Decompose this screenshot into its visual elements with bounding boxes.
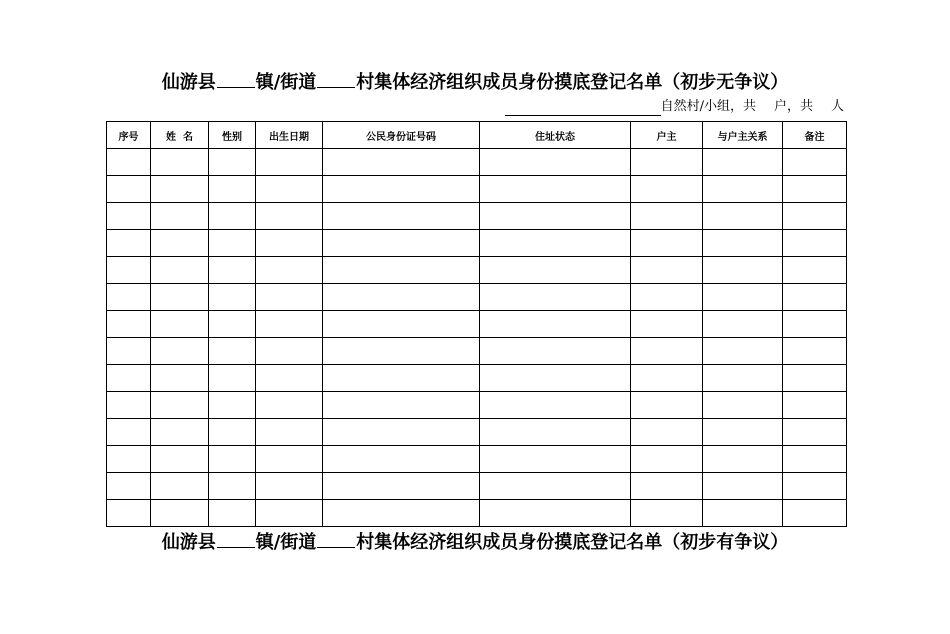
title-rest: 村集体经济组织成员身份摸底登记名单（初步有争议） (356, 532, 789, 553)
header-serial-number: 序号 (107, 122, 151, 149)
serial-cell[interactable] (107, 284, 151, 311)
summary-text-households: 户，共 (773, 99, 813, 114)
remarks-cell[interactable] (783, 230, 847, 257)
village-blank[interactable] (317, 530, 355, 548)
table-row (107, 176, 847, 203)
town-blank[interactable] (217, 70, 255, 88)
relation-cell[interactable] (703, 338, 783, 365)
remarks-cell[interactable] (783, 500, 847, 527)
id-number-cell[interactable] (323, 257, 480, 284)
household-head-cell[interactable] (631, 419, 703, 446)
birth-date-cell[interactable] (256, 365, 323, 392)
table-row (107, 365, 847, 392)
address-status-cell[interactable] (480, 284, 631, 311)
gender-cell[interactable] (209, 257, 256, 284)
town-blank[interactable] (217, 530, 255, 548)
birth-date-cell[interactable] (256, 392, 323, 419)
header-household-head: 户主 (631, 122, 703, 149)
table-row (107, 500, 847, 527)
household-head-cell[interactable] (631, 365, 703, 392)
table-row (107, 392, 847, 419)
serial-cell[interactable] (107, 311, 151, 338)
birth-date-cell[interactable] (256, 311, 323, 338)
birth-date-cell[interactable] (256, 500, 323, 527)
table-row (107, 338, 847, 365)
remarks-cell[interactable] (783, 149, 847, 176)
remarks-cell[interactable] (783, 203, 847, 230)
relation-cell[interactable] (703, 257, 783, 284)
name-cell[interactable] (151, 365, 209, 392)
serial-cell[interactable] (107, 203, 151, 230)
serial-cell[interactable] (107, 392, 151, 419)
id-number-cell[interactable] (323, 311, 480, 338)
birth-date-cell[interactable] (256, 257, 323, 284)
remarks-cell[interactable] (783, 365, 847, 392)
gender-cell[interactable] (209, 446, 256, 473)
address-status-cell[interactable] (480, 392, 631, 419)
name-cell[interactable] (151, 473, 209, 500)
birth-date-cell[interactable] (256, 203, 323, 230)
header-gender: 性别 (209, 122, 256, 149)
id-number-cell[interactable] (323, 392, 480, 419)
birth-date-cell[interactable] (256, 446, 323, 473)
address-status-cell[interactable] (480, 338, 631, 365)
remarks-cell[interactable] (783, 176, 847, 203)
household-head-cell[interactable] (631, 257, 703, 284)
table-row (107, 446, 847, 473)
relation-cell[interactable] (703, 230, 783, 257)
address-status-cell[interactable] (480, 311, 631, 338)
id-number-cell[interactable] (323, 149, 480, 176)
name-cell[interactable] (151, 338, 209, 365)
name-cell[interactable] (151, 230, 209, 257)
household-head-cell[interactable] (631, 500, 703, 527)
household-head-cell[interactable] (631, 473, 703, 500)
name-cell[interactable] (151, 257, 209, 284)
remarks-cell[interactable] (783, 257, 847, 284)
table-row (107, 149, 847, 176)
relation-cell[interactable] (703, 284, 783, 311)
title-county: 仙游县 (161, 532, 216, 553)
header-relation-to-head: 与户主关系 (703, 122, 783, 149)
table-row (107, 473, 847, 500)
relation-cell[interactable] (703, 365, 783, 392)
name-cell[interactable] (151, 149, 209, 176)
birth-date-cell[interactable] (256, 473, 323, 500)
table-row (107, 311, 847, 338)
header-id-number: 公民身份证号码 (323, 122, 480, 149)
member-register-table (106, 121, 847, 527)
relation-cell[interactable] (703, 473, 783, 500)
address-status-cell[interactable] (480, 203, 631, 230)
table-header-row (107, 122, 847, 149)
relation-cell[interactable] (703, 311, 783, 338)
birth-date-cell[interactable] (256, 284, 323, 311)
household-head-cell[interactable] (631, 176, 703, 203)
relation-cell[interactable] (703, 392, 783, 419)
household-head-cell[interactable] (631, 338, 703, 365)
id-number-cell[interactable] (323, 203, 480, 230)
household-head-cell[interactable] (631, 446, 703, 473)
household-head-cell[interactable] (631, 392, 703, 419)
remarks-cell[interactable] (783, 284, 847, 311)
id-number-cell[interactable] (323, 500, 480, 527)
relation-cell[interactable] (703, 176, 783, 203)
document-title-disputed (0, 530, 950, 555)
household-head-cell[interactable] (631, 149, 703, 176)
summary-text-village: 自然村/小组，共 (660, 99, 756, 114)
address-status-cell[interactable] (480, 230, 631, 257)
name-cell[interactable] (151, 392, 209, 419)
serial-cell[interactable] (107, 230, 151, 257)
serial-cell[interactable] (107, 149, 151, 176)
table-row (107, 257, 847, 284)
address-status-cell[interactable] (480, 419, 631, 446)
address-status-cell[interactable] (480, 257, 631, 284)
serial-cell[interactable] (107, 365, 151, 392)
household-summary-line (505, 98, 844, 116)
household-head-cell[interactable] (631, 311, 703, 338)
title-county: 仙游县 (161, 72, 216, 93)
id-number-cell[interactable] (323, 230, 480, 257)
header-name: 姓 名 (151, 122, 209, 149)
relation-cell[interactable] (703, 446, 783, 473)
serial-cell[interactable] (107, 338, 151, 365)
name-cell[interactable] (151, 284, 209, 311)
remarks-cell[interactable] (783, 473, 847, 500)
id-number-cell[interactable] (323, 446, 480, 473)
gender-cell[interactable] (209, 284, 256, 311)
header-address-status: 住址状态 (480, 122, 631, 149)
household-head-cell[interactable] (631, 203, 703, 230)
header-remarks: 备注 (783, 122, 847, 149)
title-rest: 村集体经济组织成员身份摸底登记名单（初步无争议） (356, 72, 789, 93)
id-number-cell[interactable] (323, 365, 480, 392)
header-birth-date: 出生日期 (256, 122, 323, 149)
remarks-cell[interactable] (783, 311, 847, 338)
gender-cell[interactable] (209, 338, 256, 365)
gender-cell[interactable] (209, 311, 256, 338)
birth-date-cell[interactable] (256, 419, 323, 446)
table-row (107, 284, 847, 311)
id-number-cell[interactable] (323, 176, 480, 203)
remarks-cell[interactable] (783, 338, 847, 365)
table-row (107, 419, 847, 446)
id-number-cell[interactable] (323, 338, 480, 365)
name-cell[interactable] (151, 311, 209, 338)
id-number-cell[interactable] (323, 284, 480, 311)
relation-cell[interactable] (703, 203, 783, 230)
address-status-cell[interactable] (480, 473, 631, 500)
name-cell[interactable] (151, 500, 209, 527)
village-blank[interactable] (317, 70, 355, 88)
remarks-cell[interactable] (783, 446, 847, 473)
relation-cell[interactable] (703, 500, 783, 527)
serial-cell[interactable] (107, 446, 151, 473)
table-row (107, 203, 847, 230)
gender-cell[interactable] (209, 203, 256, 230)
name-cell[interactable] (151, 203, 209, 230)
table-row (107, 230, 847, 257)
gender-cell[interactable] (209, 365, 256, 392)
birth-date-cell[interactable] (256, 338, 323, 365)
address-status-cell[interactable] (480, 446, 631, 473)
serial-cell[interactable] (107, 419, 151, 446)
gender-cell[interactable] (209, 500, 256, 527)
gender-cell[interactable] (209, 392, 256, 419)
address-status-cell[interactable] (480, 149, 631, 176)
serial-cell[interactable] (107, 473, 151, 500)
address-status-cell[interactable] (480, 500, 631, 527)
gender-cell[interactable] (209, 473, 256, 500)
id-number-cell[interactable] (323, 419, 480, 446)
name-cell[interactable] (151, 176, 209, 203)
birth-date-cell[interactable] (256, 230, 323, 257)
household-head-cell[interactable] (631, 284, 703, 311)
natural-village-blank[interactable] (505, 101, 661, 116)
id-number-cell[interactable] (323, 473, 480, 500)
table-body (107, 149, 847, 527)
summary-text-persons: 人 (830, 99, 844, 114)
gender-cell[interactable] (209, 176, 256, 203)
name-cell[interactable] (151, 419, 209, 446)
name-cell[interactable] (151, 446, 209, 473)
gender-cell[interactable] (209, 149, 256, 176)
address-status-cell[interactable] (480, 365, 631, 392)
title-town-label: 镇/街道 (255, 532, 317, 553)
document-title-undisputed (0, 70, 950, 95)
gender-cell[interactable] (209, 230, 256, 257)
household-head-cell[interactable] (631, 230, 703, 257)
gender-cell[interactable] (209, 419, 256, 446)
serial-cell[interactable] (107, 176, 151, 203)
remarks-cell[interactable] (783, 419, 847, 446)
birth-date-cell[interactable] (256, 176, 323, 203)
serial-cell[interactable] (107, 257, 151, 284)
serial-cell[interactable] (107, 500, 151, 527)
address-status-cell[interactable] (480, 176, 631, 203)
birth-date-cell[interactable] (256, 149, 323, 176)
remarks-cell[interactable] (783, 392, 847, 419)
relation-cell[interactable] (703, 149, 783, 176)
relation-cell[interactable] (703, 419, 783, 446)
title-town-label: 镇/街道 (255, 72, 317, 93)
